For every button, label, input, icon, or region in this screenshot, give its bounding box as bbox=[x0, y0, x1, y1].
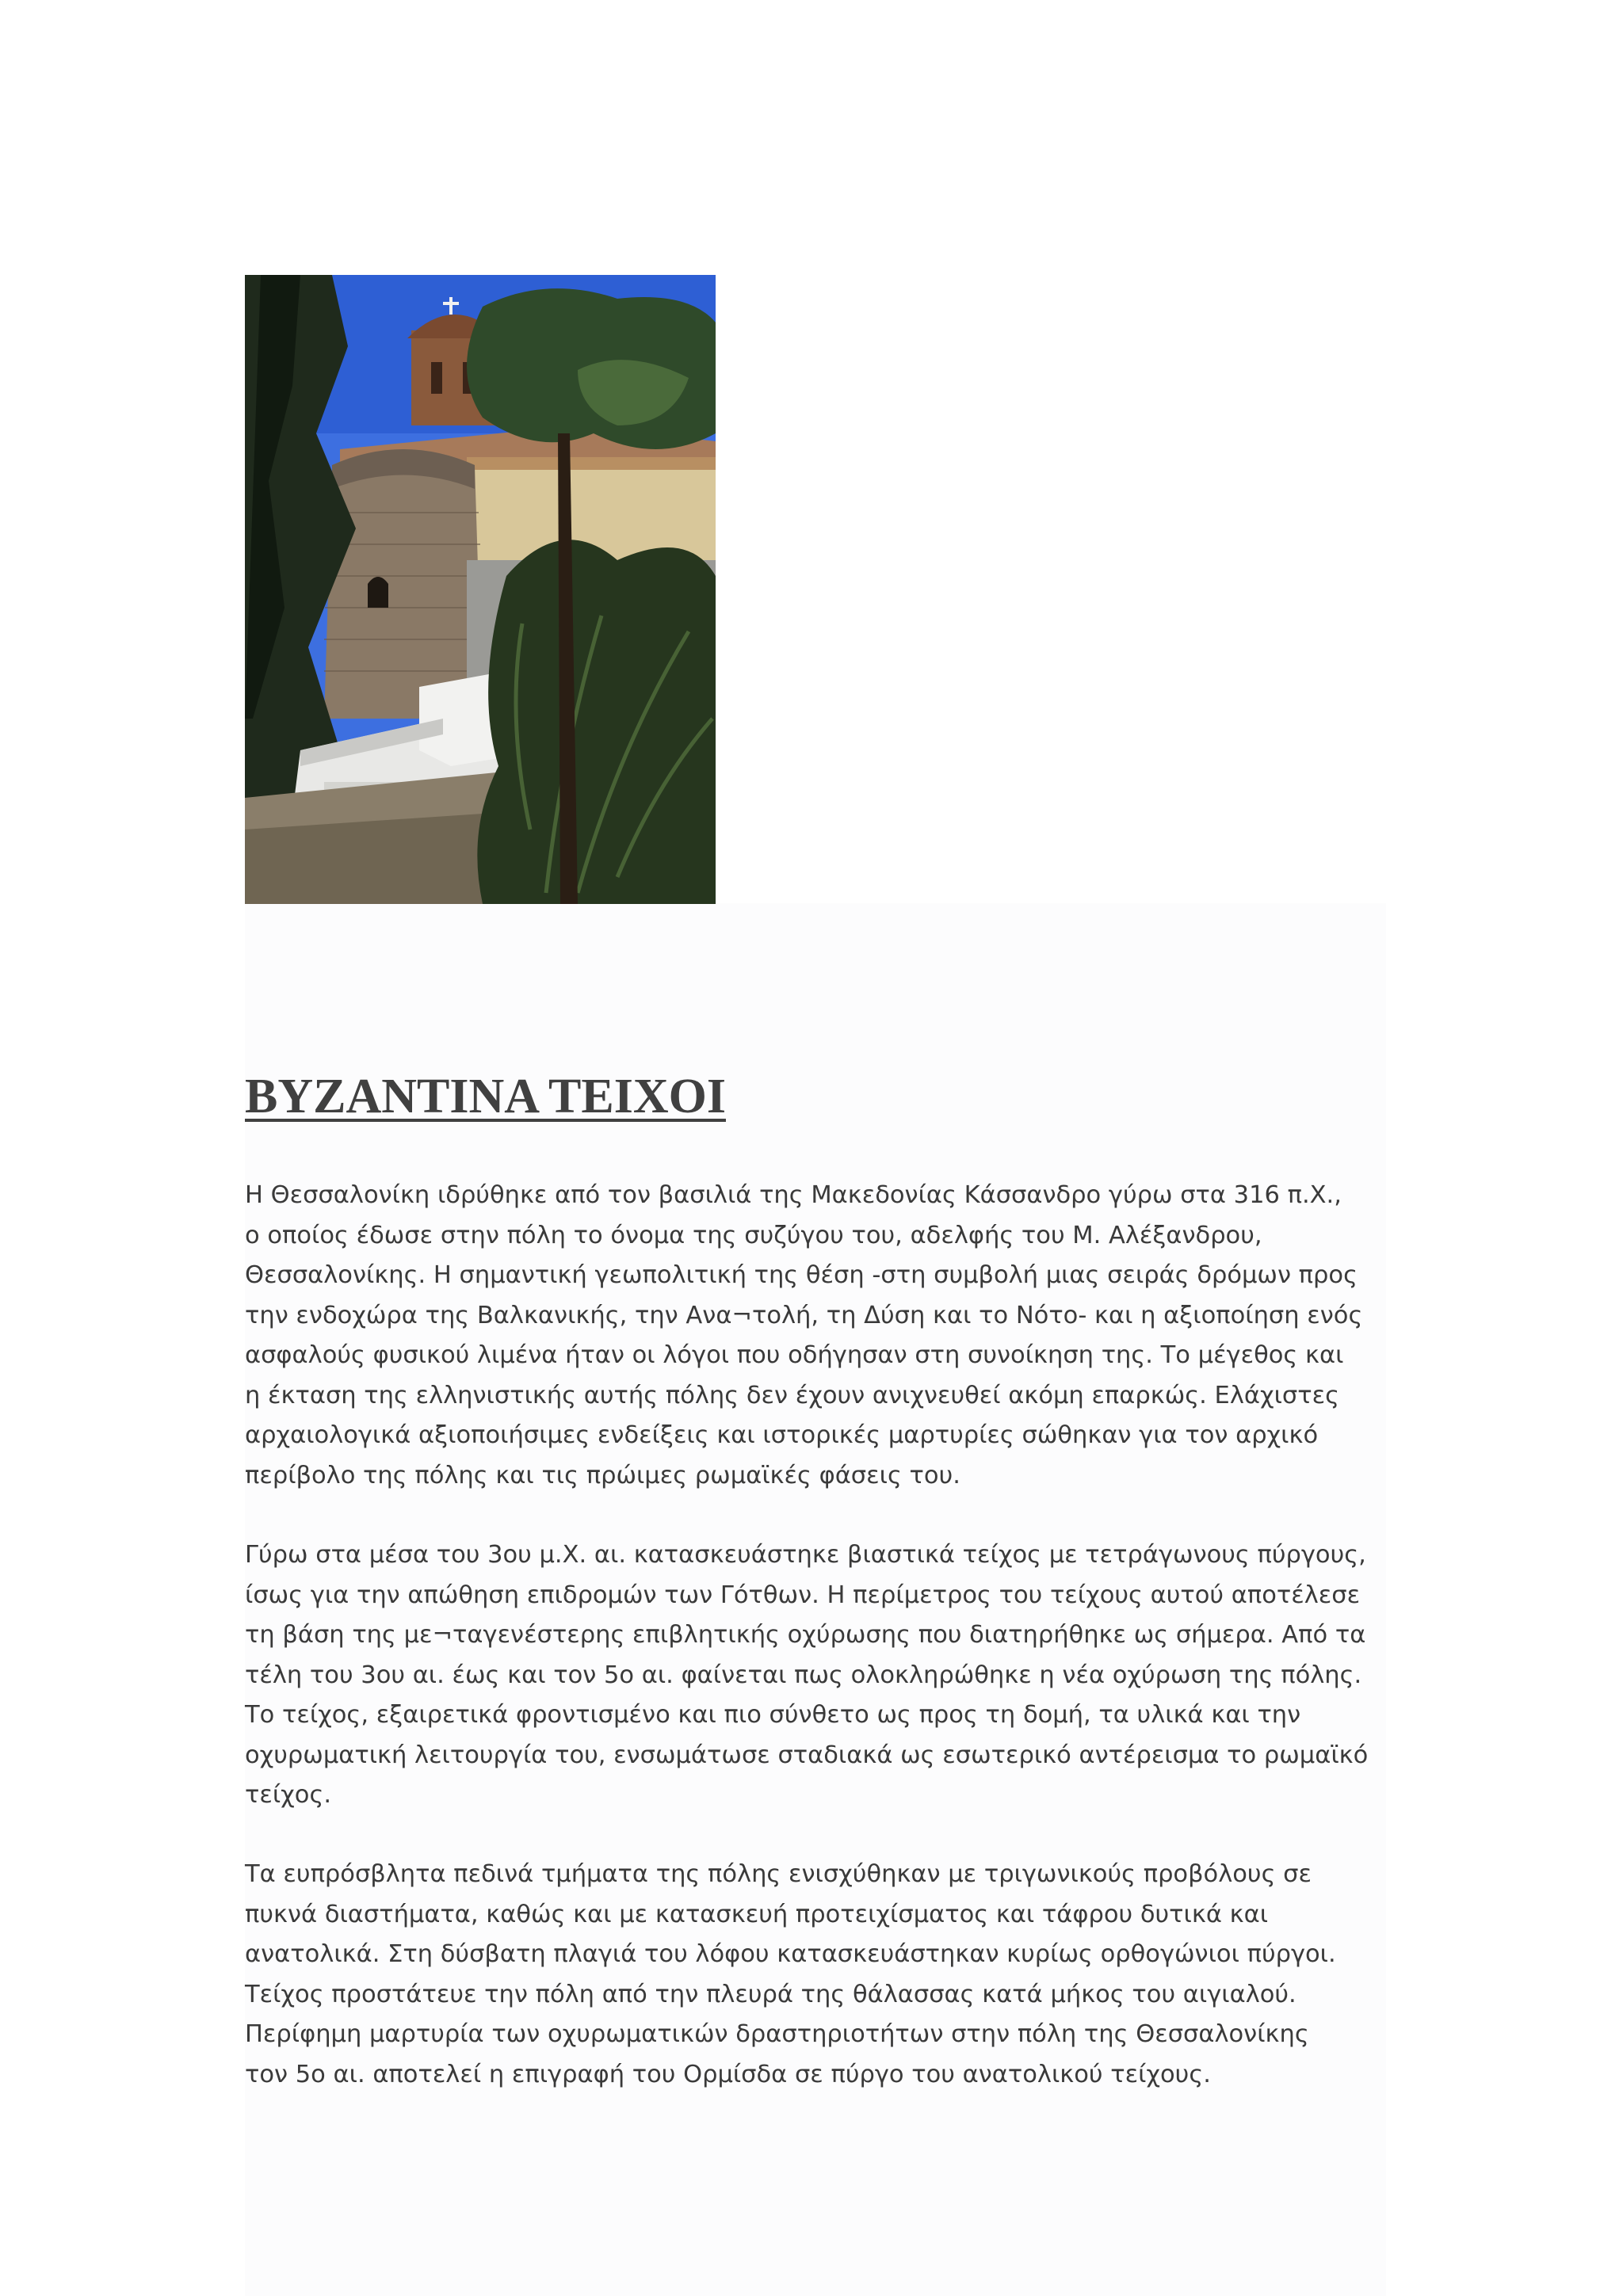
paragraph-line: Τα ευπρόσβλητα πεδινά τμήματα της πόλης ενισχύθηκαν με τριγωνικούς προβόλους σε bbox=[245, 1860, 1312, 1888]
paragraph-line: ο οποίος έδωσε στην πόλη το όνομα της συζύγου του, αδελφής του Μ. Αλέξανδρου, bbox=[245, 1221, 1262, 1249]
paragraph-line: Θεσσαλονίκης. Η σημαντική γεωπολιτική της θέση -στη συμβολή μιας σειράς δρόμων προς bbox=[245, 1261, 1358, 1289]
paragraph-line: τη βάση της με¬ταγενέστερης επιβλητικής οχύρωσης που διατηρήθηκε ως σήμερα. Από τα bbox=[245, 1621, 1366, 1649]
paragraph-line: Γύρω στα μέσα του 3ου μ.Χ. αι. κατασκευάστηκε βιαστικά τείχος με τετράγωνους πύργους, bbox=[245, 1541, 1366, 1569]
paragraph-line: περίβολο της πόλης και τις πρώιμες ρωμαϊκές φάσεις του. bbox=[245, 1461, 960, 1489]
paragraph-line: Τείχος προστάτευε την πόλη από την πλευρά της θάλασσας κατά μήκος του αιγιαλού. bbox=[245, 1980, 1296, 2008]
paragraph-line: ασφαλούς φυσικού λιμένα ήταν οι λόγοι που οδήγησαν στη συνοίκηση της. Το μέγεθος και bbox=[245, 1341, 1344, 1369]
paragraph-1 bbox=[245, 1176, 1386, 1496]
paragraph-line: Το τείχος, εξαιρετικά φροντισμένο και πιο σύνθετο ως προς τη δομή, τα υλικά και την bbox=[245, 1701, 1301, 1729]
church-photo-illustration bbox=[245, 275, 716, 904]
page-title: BYZANTINA TEIXOI bbox=[245, 1070, 726, 1123]
paragraph-line: πυκνά διαστήματα, καθώς και με κατασκευή προτειχίσματος και τάφρου δυτικά και bbox=[245, 1900, 1269, 1928]
paragraph-3 bbox=[245, 1855, 1386, 2095]
paragraph-line: τον 5ο αι. αποτελεί η επιγραφή του Ορμίσδα σε πύργο του ανατολικού τείχους. bbox=[245, 2060, 1211, 2088]
paragraph-line: η έκταση της ελληνιστικής αυτής πόλης δεν έχουν ανιχνευθεί ακόμη επαρκώς. Ελάχιστες bbox=[245, 1381, 1340, 1409]
paragraph-line: ανατολικά. Στη δύσβατη πλαγιά του λόφου κατασκευάστηκαν κυρίως ορθογώνιοι πύργοι. bbox=[245, 1940, 1336, 1968]
church-photo bbox=[245, 275, 716, 904]
paragraph-line: αρχαιολογικά αξιοποιήσιμες ενδείξεις και ιστορικές μαρτυρίες σώθηκαν για τον αρχικό bbox=[245, 1421, 1319, 1449]
paragraph-line: Περίφημη μαρτυρία των οχυρωματικών δραστηριοτήτων στην πόλη της Θεσσαλονίκης bbox=[245, 2020, 1309, 2048]
paragraph-line: Η Θεσσαλονίκη ιδρύθηκε από τον βασιλιά της Μακεδονίας Κάσσανδρο γύρω στα 316 π.Χ., bbox=[245, 1181, 1342, 1209]
paragraph-line: τείχος. bbox=[245, 1781, 332, 1809]
paragraph-line: τέλη του 3ου αι. έως και τον 5ο αι. φαίνεται πως ολοκληρώθηκε η νέα οχύρωση της πόλης. bbox=[245, 1661, 1362, 1689]
paragraph-line: οχυρωματική λειτουργία του, ενσωμάτωσε σταδιακά ως εσωτερικό αντέρεισμα το ρωμαϊκό bbox=[245, 1741, 1369, 1769]
paragraph-line: ίσως για την απώθηση επιδρομών των Γότθων. Η περίμετρος του τείχους αυτού αποτέλεσε bbox=[245, 1581, 1361, 1609]
paragraph-line: την ενδοχώρα της Βαλκανικής, την Ανα¬τολή, τη Δύση και το Νότο- και η αξιοποίηση ενός bbox=[245, 1301, 1363, 1329]
paragraph-2 bbox=[245, 1535, 1386, 1816]
